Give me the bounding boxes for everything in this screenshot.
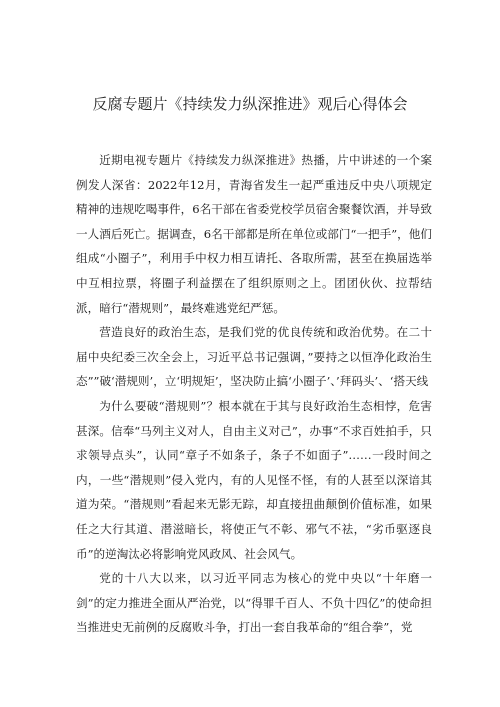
paragraph: 营造良好的政治生态，是我们党的优良传统和政治优势。在二十届中央纪委三次全会上，习近平总书记强调，”要持之以恒净化政治生态””破‘潜规则’，立‘明规矩’，坚决防止搞‘小圈子’、’拜码头’、‘搭天线	[76, 325, 432, 389]
document-title: 反腐专题片《持续发力纵深推进》观后心得体会	[92, 95, 408, 113]
paragraph: 党的十八大以来，以习近平同志为核心的党中央以“十年磨一剑”的定力推进全面从严治党，以“得罪千百人、不负十四亿”的使命担当推进史无前例的反腐败斗争，打出一套自我革命的“组合拳”，党	[76, 571, 432, 635]
paragraph: 近期电视专题片《持续发力纵深推进》热播，片中讲述的一个案例发人深省：2022年12月，青海省发生一起严重违反中央八项规定精神的违规吃喝事件，6名干部在省委党校学员宿舍聚餐饮酒，并导致一人酒后死亡。据调查，6名干部都是所在单位或部门“一把手”，他们组成“小圈子”，利用手中权力相互请托、各取所需，甚至在换届选举中互相拉票，将圈子利益摆在了组织原则之上。团团伙伙、拉帮结派，暗行“潜规则”，最终难逃党纪严惩。	[76, 153, 432, 315]
document-body	[76, 148, 432, 640]
paragraph: 为什么要破“潜规则”？根本就在于其与良好政治生态相悖，危害甚深。信奉“马列主义对人，自由主义对己”，办事“不求百姓拍手，只求领导点头”，认同“章子不如条子，条子不如面子”……一段时间之内，一些“潜规则”侵入党内，有的人见怪不怪，有的人甚至以深谙其道为荣。“潜规则”看起来无影无踪，却直接扭曲颠倒价值标准，如果任之大行其道、潜滋暗长，将使正气不彰、邪气不祛，“劣币驱逐良币”的逆淘汰必将影响党风政风、社会风气。	[76, 398, 432, 561]
